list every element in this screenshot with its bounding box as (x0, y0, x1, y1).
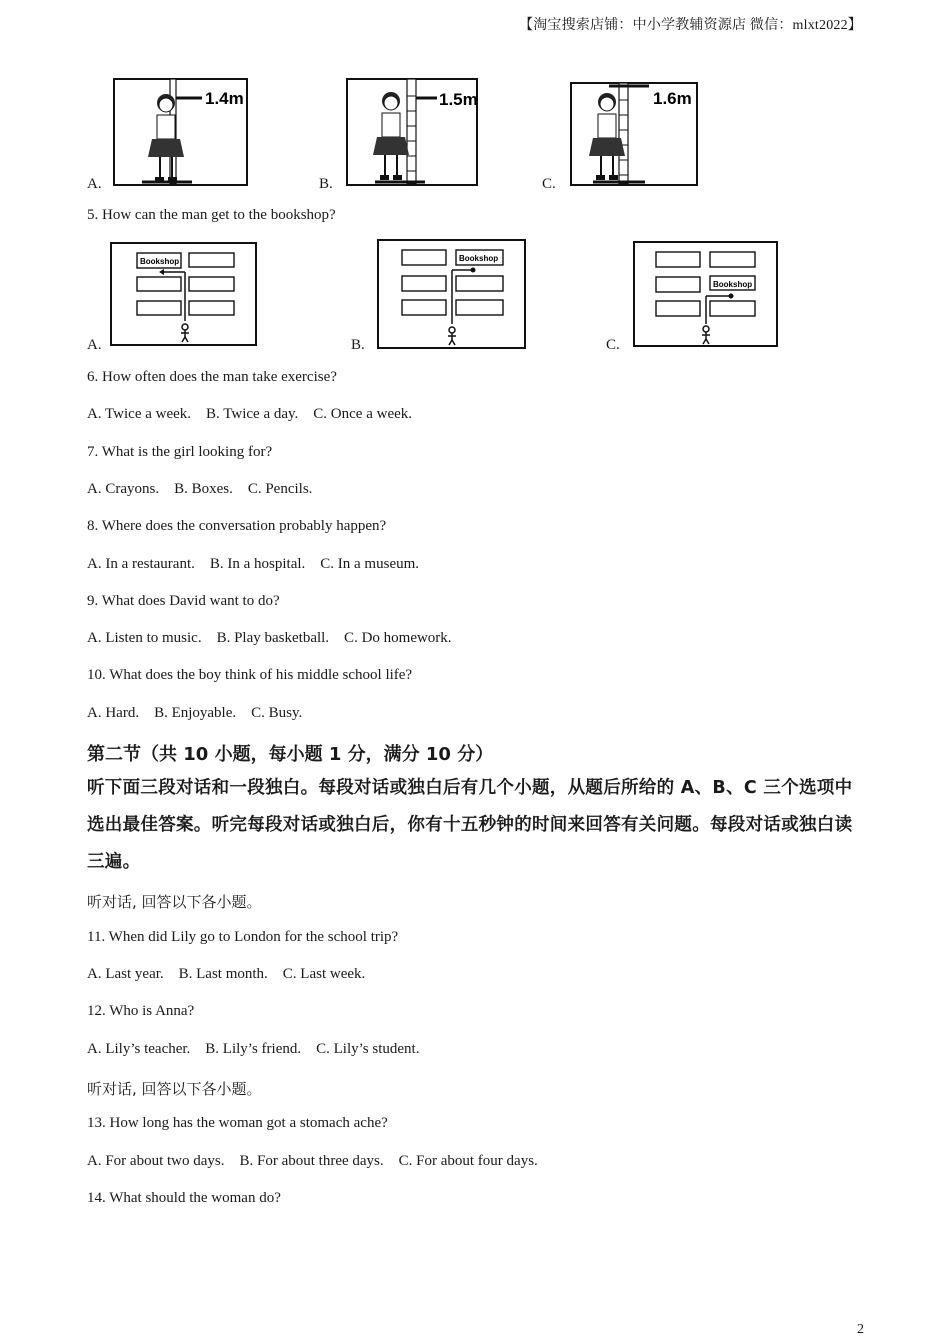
q9-options: A. Listen to music. B. Play basketball. C. Do homework. (87, 630, 452, 646)
q10-question: 10. What does the boy think of his middle school life? (87, 667, 413, 683)
q13-question: 13. How long has the woman got a stomach ache? (87, 1115, 388, 1131)
q4-option-b-label: B. (319, 176, 333, 192)
q5-c-bookshop-sign: Bookshop (713, 280, 753, 289)
q5-option-b-label: B. (351, 337, 365, 353)
q4-height-b: 1.5m (439, 90, 478, 109)
q5-option-a-map (109, 241, 259, 347)
q4-option-c-figure (569, 80, 699, 188)
q4-height-c: 1.6m (653, 89, 692, 108)
q14-question: 14. What should the woman do? (87, 1190, 281, 1206)
q5-question: 5. How can the man get to the bookshop? (87, 207, 336, 223)
q10-options: A. Hard. B. Enjoyable. C. Busy. (87, 705, 303, 721)
q8-question: 8. Where does the conversation probably happen? (87, 518, 387, 534)
q5-option-a-label: A. (87, 337, 102, 353)
group1-note: 听对话, 回答以下各小题。 (87, 893, 262, 911)
q4-option-b-figure (345, 76, 479, 188)
q12-options: A. Lily’s teacher. B. Lily’s friend. C. Lily’s student. (87, 1041, 420, 1057)
section2-title: 第二节（共 10 小题，每小题 1 分，满分 10 分） (87, 744, 494, 765)
page-header: 【淘宝搜索店铺：中小学教辅资源店 微信：mlxt2022】 (519, 18, 862, 33)
q4-option-a-label: A. (87, 176, 102, 192)
q4-option-c-label: C. (542, 176, 556, 192)
q5-option-c-map (632, 240, 780, 348)
q5-option-c-label: C. (606, 337, 620, 353)
q6-options: A. Twice a week. B. Twice a day. C. Once a week. (87, 406, 413, 422)
q12-question: 12. Who is Anna? (87, 1003, 195, 1019)
q7-question: 7. What is the girl looking for? (87, 444, 273, 460)
q8-options: A. In a restaurant. B. In a hospital. C. In a museum. (87, 556, 420, 572)
q11-question: 11. When did Lily go to London for the school trip? (87, 929, 399, 945)
section2-instructions: 听下面三段对话和一段独白。每段对话或独白后有几个小题，从题后所给的 A、B、C 三个选项中选出最佳答案。听完每段对话或独白后，你有十五秒钟的时间来回答有关问题。每段对话或独白读三遍。 (87, 778, 853, 872)
q13-options: A. For about two days. B. For about three days. C. For about four days. (87, 1153, 538, 1169)
page-number: 2 (857, 1322, 864, 1337)
q4-height-a: 1.4m (205, 89, 244, 108)
q5-b-bookshop-sign: Bookshop (459, 254, 499, 263)
q11-options: A. Last year. B. Last month. C. Last week. (87, 966, 366, 982)
q7-options: A. Crayons. B. Boxes. C. Pencils. (87, 481, 313, 497)
q5-a-bookshop-sign: Bookshop (140, 257, 180, 266)
group2-note: 听对话, 回答以下各小题。 (87, 1080, 262, 1098)
q4-option-a-figure (112, 76, 250, 188)
q9-question: 9. What does David want to do? (87, 593, 280, 609)
q5-option-b-map (376, 238, 528, 350)
q6-question: 6. How often does the man take exercise? (87, 369, 337, 385)
